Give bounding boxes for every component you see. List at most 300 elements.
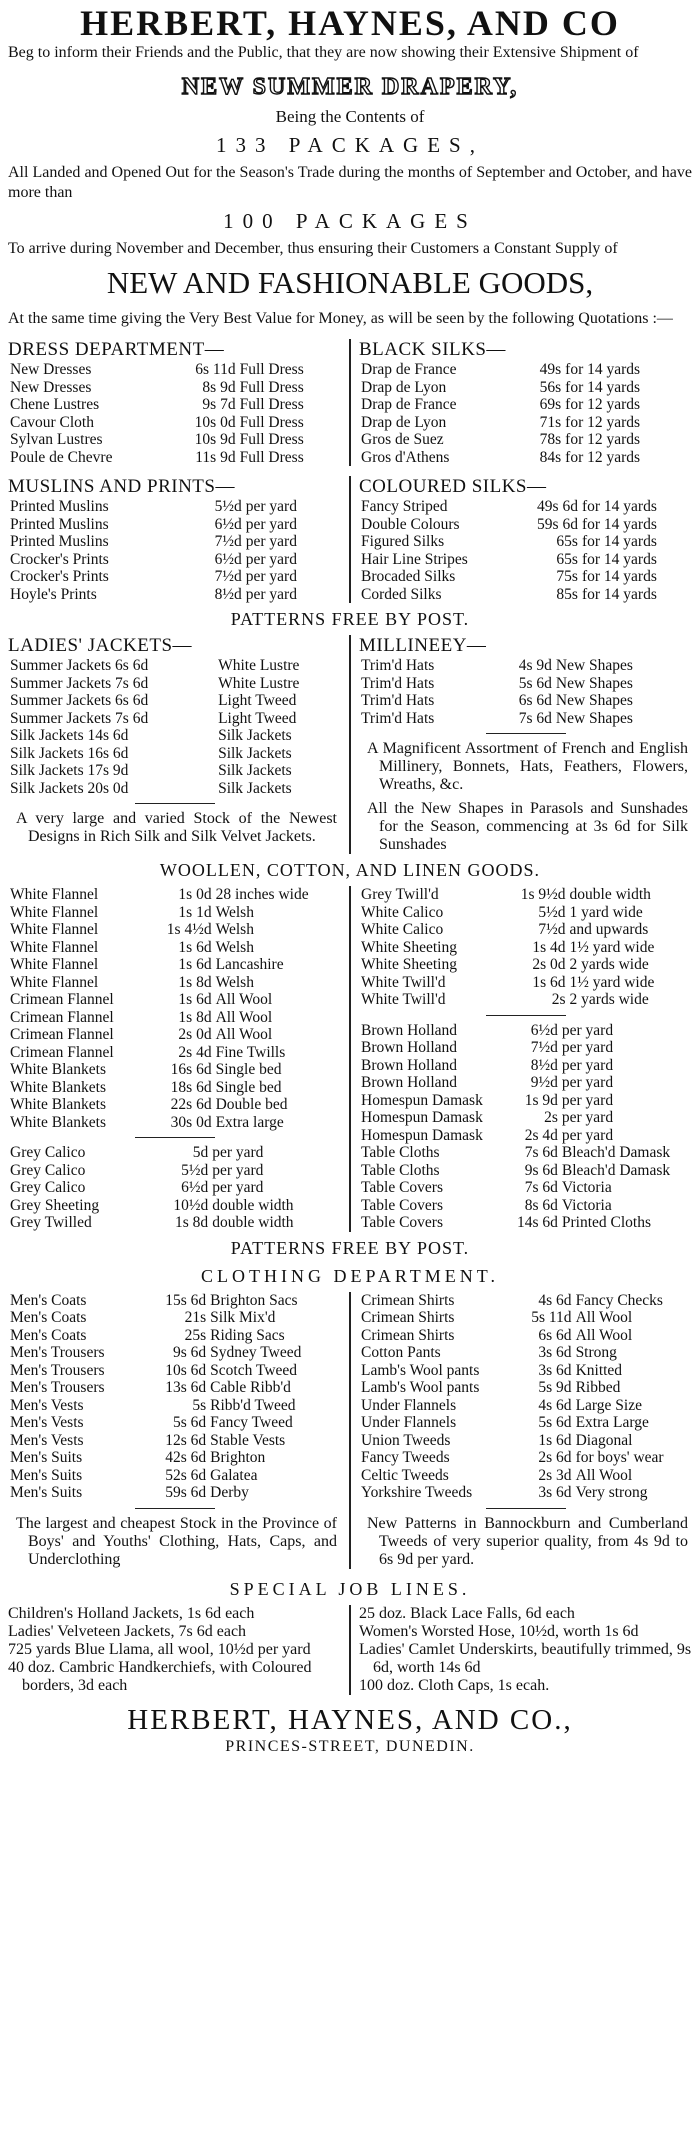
- cell: 1½ yard wide: [569, 938, 655, 956]
- cell: 4s 6d: [538, 1291, 572, 1309]
- cell: Victoria: [561, 1196, 612, 1214]
- clothing-row: [8, 1467, 341, 1485]
- millinery-note-1: A Magnificent Assortment of French and English Millinery, Bonnets, Hats, Feathers, Flowers, Wreaths, &c.: [367, 740, 688, 793]
- cell: Bleach'd Damask: [561, 1161, 671, 1179]
- cell: Men's Trousers: [10, 1361, 105, 1379]
- job-line: 25 doz. Black Lace Falls, 6d each: [359, 1604, 575, 1622]
- millinery-row: [359, 675, 692, 693]
- millinery-table: [359, 657, 692, 727]
- cell: Sydney Tweed: [210, 1344, 302, 1361]
- cell: 7½d: [214, 533, 242, 550]
- cell: 5s 6d: [518, 674, 552, 692]
- cell: 71s: [539, 413, 562, 431]
- cell: for 14 yards: [565, 378, 641, 396]
- cell: 3s 6d: [538, 1361, 572, 1379]
- jacket-row: [8, 675, 341, 693]
- divider: [135, 1508, 215, 1509]
- cell: for 14 yards: [581, 515, 657, 533]
- cell: 16s 6d: [170, 1061, 212, 1078]
- dress-row: [8, 379, 341, 397]
- woollen-row: [359, 921, 692, 939]
- cell: 7½d: [214, 568, 242, 585]
- cell: 4s 9d: [518, 657, 552, 674]
- new-summer-heading: NEW SUMMER DRAPERY,: [181, 74, 519, 100]
- cell: Gros de Suez: [361, 431, 444, 448]
- woollen-row: [359, 1109, 692, 1127]
- cell: double width: [212, 1214, 294, 1231]
- cell: 7½d: [538, 921, 566, 938]
- cell: double width: [569, 886, 651, 903]
- cell: Trim'd Hats: [361, 657, 435, 674]
- cell: 5d: [192, 1144, 209, 1161]
- millinery-heading: MILLINEEY—: [359, 635, 487, 656]
- cell: 1s 6d: [538, 1431, 572, 1449]
- jackets-heading: LADIES' JACKETS—: [8, 635, 193, 656]
- cell: Grey Calico: [10, 1179, 86, 1196]
- cell: 1s 8d: [178, 1008, 212, 1026]
- cell: per yard: [561, 1021, 614, 1039]
- cell: New Dresses: [10, 378, 92, 396]
- cell: Drap de Lyon: [361, 378, 447, 396]
- clothing-right-table: [359, 1292, 692, 1502]
- cell: 2s 4d: [178, 1043, 212, 1061]
- cell: for 12 yards: [565, 448, 641, 466]
- millinery-row: [359, 710, 692, 728]
- woollen-row: [8, 1214, 341, 1232]
- cell: 8½d: [530, 1056, 558, 1074]
- woollen-row: [8, 921, 341, 939]
- woollen-row: [8, 1197, 341, 1215]
- cell: for 14 yards: [581, 550, 657, 568]
- cell: Sylvan Lustres: [10, 431, 103, 448]
- cell: 28 inches wide: [215, 886, 309, 903]
- cell: 1s 8d: [175, 1214, 209, 1231]
- muslins-table: [8, 498, 341, 603]
- cell: Crocker's Prints: [10, 550, 109, 568]
- cell: 1s 4d: [532, 938, 566, 956]
- cell: 49s: [539, 361, 562, 378]
- special-heading: SPECIAL JOB LINES.: [229, 1578, 471, 1599]
- clothing-row: [8, 1362, 341, 1380]
- jackets-millinery-section: [8, 635, 692, 854]
- jacket-row: [8, 727, 341, 745]
- cell: 52s 6d: [165, 1466, 207, 1484]
- cell: 75s: [556, 568, 578, 585]
- cell: Fine Twills: [215, 1043, 286, 1061]
- cell: Printed Muslins: [10, 515, 109, 533]
- cell: White Flannel: [10, 886, 99, 903]
- cell: 65s: [556, 550, 578, 568]
- cell: 8s 6d: [524, 1196, 558, 1214]
- cell: 8½d: [214, 585, 242, 603]
- cell: for 14 yards: [581, 498, 657, 515]
- cell: Trim'd Hats: [361, 709, 435, 727]
- cell: Union Tweeds: [361, 1431, 451, 1449]
- cell: 6s 6d: [518, 692, 552, 709]
- cell: Printed Muslins: [10, 498, 109, 515]
- millinery-row: [359, 692, 692, 710]
- cell: Victoria: [561, 1179, 612, 1196]
- cell: Drap de France: [361, 361, 457, 378]
- clothing-note-right: New Patterns in Bannockburn and Cumberland Tweeds of very superior quality, from 4s 9d to 6s 9d per yard.: [367, 1514, 688, 1568]
- cell: Brown Holland: [361, 1021, 458, 1039]
- muslin-row: [8, 568, 341, 586]
- divider: [135, 803, 215, 804]
- cell: Table Cloths: [361, 1144, 440, 1161]
- clothing-row: [359, 1414, 692, 1432]
- jacket-row: [8, 780, 341, 798]
- clothing-heading: CLOTHING DEPARTMENT.: [201, 1265, 499, 1286]
- cell: 56s: [539, 378, 562, 396]
- clothing-row: [359, 1309, 692, 1327]
- divider: [486, 1015, 566, 1016]
- cell: 12s 6d: [165, 1431, 207, 1449]
- cell: White Blankets: [10, 1078, 106, 1096]
- cell: Drap de Lyon: [361, 413, 447, 431]
- coloured-silk-row: [359, 568, 692, 586]
- cell: All Wool: [575, 1326, 633, 1344]
- cell: Grey Calico: [10, 1161, 86, 1179]
- cell: Extra Large: [575, 1414, 649, 1431]
- cell: Men's Trousers: [10, 1344, 105, 1361]
- woollen-row: [359, 1179, 692, 1197]
- cell: 2 yards wide: [569, 991, 649, 1008]
- clothing-row: [8, 1344, 341, 1362]
- cell: Summer Jackets 6s 6d: [10, 657, 149, 674]
- cell: 1s 6d: [178, 991, 212, 1008]
- cell: Riding Sacs: [210, 1326, 285, 1344]
- cell: Crimean Shirts: [361, 1309, 455, 1326]
- cell: 85s: [556, 585, 578, 603]
- clothing-row: [8, 1449, 341, 1467]
- muslins-heading: MUSLINS AND PRINTS—: [8, 476, 235, 497]
- cell: Full Dress: [239, 448, 304, 466]
- cell: White Blankets: [10, 1061, 106, 1078]
- value-text: At the same time giving the Very Best Value for Money, as will be seen by the following Quotations :—: [8, 310, 673, 327]
- cell: 9s 6d: [524, 1161, 558, 1179]
- cell: Silk Jackets: [218, 727, 292, 744]
- cell: per yard: [245, 533, 297, 550]
- cell: Brown Holland: [361, 1074, 458, 1091]
- woollen-row: [359, 886, 692, 904]
- clothing-row: [8, 1397, 341, 1415]
- cell: Silk Jackets 14s 6d: [10, 727, 129, 744]
- black-silk-row: [359, 361, 692, 379]
- cell: 2s: [551, 991, 566, 1008]
- cell: Summer Jackets 7s 6d: [10, 674, 149, 692]
- cell: Stable Vests: [210, 1431, 286, 1449]
- clothing-left-table: [8, 1292, 341, 1502]
- cell: Lancashire: [215, 956, 284, 973]
- cell: Single bed: [215, 1061, 282, 1078]
- cell: 13s 6d: [165, 1379, 207, 1396]
- cell: 1½ yard wide: [569, 973, 655, 991]
- muslin-row: [8, 586, 341, 604]
- divider: [486, 1508, 566, 1509]
- cell: 6½d: [214, 515, 242, 533]
- clothing-row: [359, 1379, 692, 1397]
- cell: 5½d: [214, 498, 242, 515]
- woollen-heading: WOOLLEN, COTTON, AND LINEN GOODS.: [159, 860, 541, 880]
- cell: Crimean Shirts: [361, 1291, 455, 1309]
- cell: New Shapes: [555, 692, 633, 709]
- dress-table: [8, 361, 341, 466]
- clothing-row: [8, 1292, 341, 1310]
- cell: 9s 6d: [172, 1344, 207, 1361]
- cell: per yard: [212, 1179, 264, 1196]
- cell: for 14 yards: [581, 568, 657, 585]
- cell: Men's Suits: [10, 1466, 83, 1484]
- cell: Table Cloths: [361, 1161, 440, 1179]
- millinery-row: [359, 657, 692, 675]
- cell: Large Size: [575, 1396, 642, 1414]
- footer-firm: HERBERT, HAYNES, AND CO.,: [127, 1703, 573, 1736]
- new-goods-heading: NEW AND FASHIONABLE GOODS,: [106, 265, 594, 300]
- cell: Full Dress: [239, 413, 304, 431]
- jackets-note: A very large and varied Stock of the Newest Designs in Rich Silk and Silk Velvet Jackets.: [16, 810, 337, 845]
- cell: Summer Jackets 6s 6d: [10, 692, 149, 709]
- cell: 6s 6d: [538, 1326, 572, 1344]
- cell: All Wool: [215, 991, 273, 1008]
- cell: Silk Jackets 20s 0d: [10, 779, 129, 797]
- cell: 25s: [184, 1326, 207, 1344]
- cell: 7s 6d: [524, 1144, 558, 1161]
- cell: 9s 7d: [202, 396, 236, 413]
- woollen-row: [359, 1022, 692, 1040]
- cell: 1s 9d: [524, 1091, 558, 1109]
- cell: Brown Holland: [361, 1039, 458, 1056]
- cell: Brocaded Silks: [361, 568, 456, 585]
- muslin-row: [8, 551, 341, 569]
- cell: Full Dress: [239, 361, 304, 378]
- cell: per yard: [245, 498, 297, 515]
- cell: 59s 6d: [165, 1484, 207, 1501]
- cell: per yard: [561, 1039, 614, 1056]
- divider: [486, 733, 566, 734]
- cell: Under Flannels: [361, 1396, 457, 1414]
- cell: 1s 0d: [178, 886, 212, 903]
- cell: Table Covers: [361, 1214, 443, 1231]
- cell: New Shapes: [555, 657, 633, 674]
- cell: Silk Jackets: [218, 762, 292, 779]
- cell: 30s 0d: [170, 1113, 212, 1131]
- cell: Silk Jackets: [218, 744, 292, 762]
- cell: White Flannel: [10, 938, 99, 956]
- jackets-table: [8, 657, 341, 797]
- cell: for 12 yards: [565, 396, 641, 413]
- cell: Men's Trousers: [10, 1379, 105, 1396]
- cell: Light Tweed: [218, 692, 297, 709]
- cell: White Blankets: [10, 1096, 106, 1113]
- clothing-section: [8, 1292, 692, 1569]
- cell: 2s 4d: [524, 1126, 558, 1144]
- jacket-row: [8, 745, 341, 763]
- cell: 11s 9d: [195, 448, 236, 466]
- cell: 5s 6d: [172, 1414, 207, 1431]
- cell: Crimean Flannel: [10, 991, 114, 1008]
- woollen-row: [359, 1057, 692, 1075]
- cell: 5s 6d: [538, 1414, 572, 1431]
- cell: Table Covers: [361, 1196, 443, 1214]
- cell: 2s 6d: [538, 1449, 572, 1466]
- coloured-silk-row: [359, 516, 692, 534]
- black-silk-row: [359, 449, 692, 467]
- divider: [135, 1137, 215, 1138]
- cell: 1s 6d: [178, 938, 212, 956]
- cell: per yard: [561, 1074, 614, 1091]
- cell: Hair Line Stripes: [361, 550, 468, 568]
- cell: White Twill'd: [361, 973, 446, 991]
- cell: Silk Jackets 16s 6d: [10, 744, 129, 762]
- cell: All Wool: [215, 1008, 273, 1026]
- cell: 18s 6d: [170, 1078, 212, 1096]
- cell: Celtic Tweeds: [361, 1466, 449, 1484]
- clothing-row: [8, 1432, 341, 1450]
- cell: Poule de Chevre: [10, 448, 113, 466]
- job-line: Children's Holland Jackets, 1s 6d each: [8, 1604, 255, 1622]
- cell: Trim'd Hats: [361, 692, 435, 709]
- cell: Men's Coats: [10, 1326, 87, 1344]
- muslin-row: [8, 498, 341, 516]
- muslin-row: [8, 516, 341, 534]
- cell: 6½d: [530, 1021, 558, 1039]
- job-line: 40 doz. Cambric Handkerchiefs, with Coloured borders, 3d each: [8, 1658, 312, 1694]
- clothing-row: [8, 1309, 341, 1327]
- cell: Men's Suits: [10, 1449, 83, 1466]
- cell: 84s: [539, 448, 562, 466]
- cell: 69s: [539, 396, 562, 413]
- cell: White Sheeting: [361, 938, 457, 956]
- cell: 1 yard wide: [569, 903, 643, 921]
- jacket-row: [8, 710, 341, 728]
- woollen-left-table: [8, 886, 341, 1131]
- cell: Summer Jackets 7s 6d: [10, 709, 149, 727]
- clothing-row: [359, 1449, 692, 1467]
- cell: 1s 9½d: [520, 886, 566, 903]
- cell: per yard: [245, 550, 297, 568]
- woollen-row: [8, 1026, 341, 1044]
- muslin-row: [8, 533, 341, 551]
- woollen-row: [359, 1127, 692, 1145]
- cell: Chene Lustres: [10, 396, 100, 413]
- cell: for 14 yards: [565, 361, 641, 378]
- woollen-row: [8, 1162, 341, 1180]
- cell: per yard: [561, 1126, 614, 1144]
- cell: Ribb'd Tweed: [210, 1396, 296, 1414]
- cell: Extra large: [215, 1113, 284, 1131]
- cell: Table Covers: [361, 1179, 443, 1196]
- cell: New Dresses: [10, 361, 92, 378]
- cell: 8s 9d: [202, 378, 236, 396]
- woollen-row: [359, 991, 692, 1009]
- woollen-row: [359, 1162, 692, 1180]
- cell: Lamb's Wool pants: [361, 1361, 480, 1379]
- cell: Galatea: [210, 1466, 258, 1484]
- cell: Fancy Tweeds: [361, 1449, 450, 1466]
- cell: Welsh: [215, 973, 254, 991]
- dress-row: [8, 449, 341, 467]
- patterns-free-2: PATTERNS FREE BY POST.: [230, 1237, 470, 1258]
- cell: 7½d: [530, 1039, 558, 1056]
- coloured-silk-row: [359, 498, 692, 516]
- cell: 10s 6d: [165, 1361, 207, 1379]
- cell: per yard: [561, 1056, 614, 1074]
- special-section: [8, 1605, 692, 1695]
- woollen-row: [359, 974, 692, 992]
- cell: Hoyle's Prints: [10, 585, 97, 603]
- cell: Corded Silks: [361, 585, 442, 603]
- cell: Bleach'd Damask: [561, 1144, 671, 1161]
- black-silk-row: [359, 431, 692, 449]
- cell: 65s: [556, 533, 578, 550]
- job-line: 725 yards Blue Llama, all wool, 10½d per yard: [8, 1640, 311, 1658]
- arrive-text: To arrive during November and December, thus ensuring their Customers a Constant Supply of: [8, 240, 618, 257]
- woollen-row: [359, 1214, 692, 1232]
- cell: White Flannel: [10, 921, 99, 938]
- cell: 5s 9d: [538, 1379, 572, 1396]
- dress-row: [8, 414, 341, 432]
- cell: Figured Silks: [361, 533, 445, 550]
- cell: Full Dress: [239, 396, 304, 413]
- cell: 10s 0d: [194, 413, 236, 431]
- cell: Silk Mix'd: [210, 1309, 276, 1326]
- cell: All Wool: [575, 1309, 633, 1326]
- cell: White Calico: [361, 903, 444, 921]
- coloured-silks-heading: COLOURED SILKS—: [359, 476, 547, 497]
- cell: Men's Coats: [10, 1309, 87, 1326]
- cell: 14s 6d: [516, 1214, 558, 1231]
- cell: 15s 6d: [165, 1291, 207, 1309]
- cell: Fancy Checks: [575, 1291, 663, 1309]
- cell: for boys' wear: [575, 1449, 664, 1466]
- cell: 10s 9d: [194, 431, 236, 448]
- cell: per yard: [561, 1109, 614, 1126]
- coloured-silk-row: [359, 551, 692, 569]
- dress-heading: DRESS DEPARTMENT—: [8, 339, 225, 360]
- cell: 7s 6d: [524, 1179, 558, 1196]
- cell: Yorkshire Tweeds: [361, 1484, 473, 1501]
- packages-landed: 133 PACKAGES,: [216, 133, 484, 157]
- cell: 21s: [184, 1309, 207, 1326]
- cell: Homespun Damask: [361, 1091, 483, 1109]
- cell: Cavour Cloth: [10, 413, 94, 431]
- clothing-note-left: The largest and cheapest Stock in the Province of Boys' and Youths' Clothing, Hats, Caps, and Underclothing: [16, 1514, 337, 1568]
- cell: per yard: [245, 515, 297, 533]
- cell: 2s 0d: [178, 1026, 212, 1043]
- woollen-row: [8, 1144, 341, 1162]
- cell: Printed Cloths: [561, 1214, 652, 1231]
- black-silk-row: [359, 379, 692, 397]
- woollen-row: [8, 904, 341, 922]
- cell: Welsh: [215, 938, 254, 956]
- cell: Crimean Flannel: [10, 1043, 114, 1061]
- cell: Homespun Damask: [361, 1109, 483, 1126]
- intro-text: Beg to inform their Friends and the Public, that they are now showing their Extensive Shipment of: [8, 44, 639, 61]
- cell: White Flannel: [10, 956, 99, 973]
- cell: Lamb's Wool pants: [361, 1379, 480, 1396]
- cell: Men's Suits: [10, 1484, 83, 1501]
- cell: All Wool: [215, 1026, 273, 1043]
- woollen-row: [359, 1074, 692, 1092]
- cell: 49s 6d: [537, 498, 578, 515]
- woollen-row: [359, 1039, 692, 1057]
- cell: All Wool: [575, 1466, 633, 1484]
- cell: double width: [212, 1196, 294, 1214]
- woollen-row: [8, 1079, 341, 1097]
- cell: 2s 3d: [538, 1466, 572, 1484]
- cell: 6½d: [181, 1179, 209, 1196]
- footer-address: PRINCES-STREET, DUNEDIN.: [225, 1737, 475, 1755]
